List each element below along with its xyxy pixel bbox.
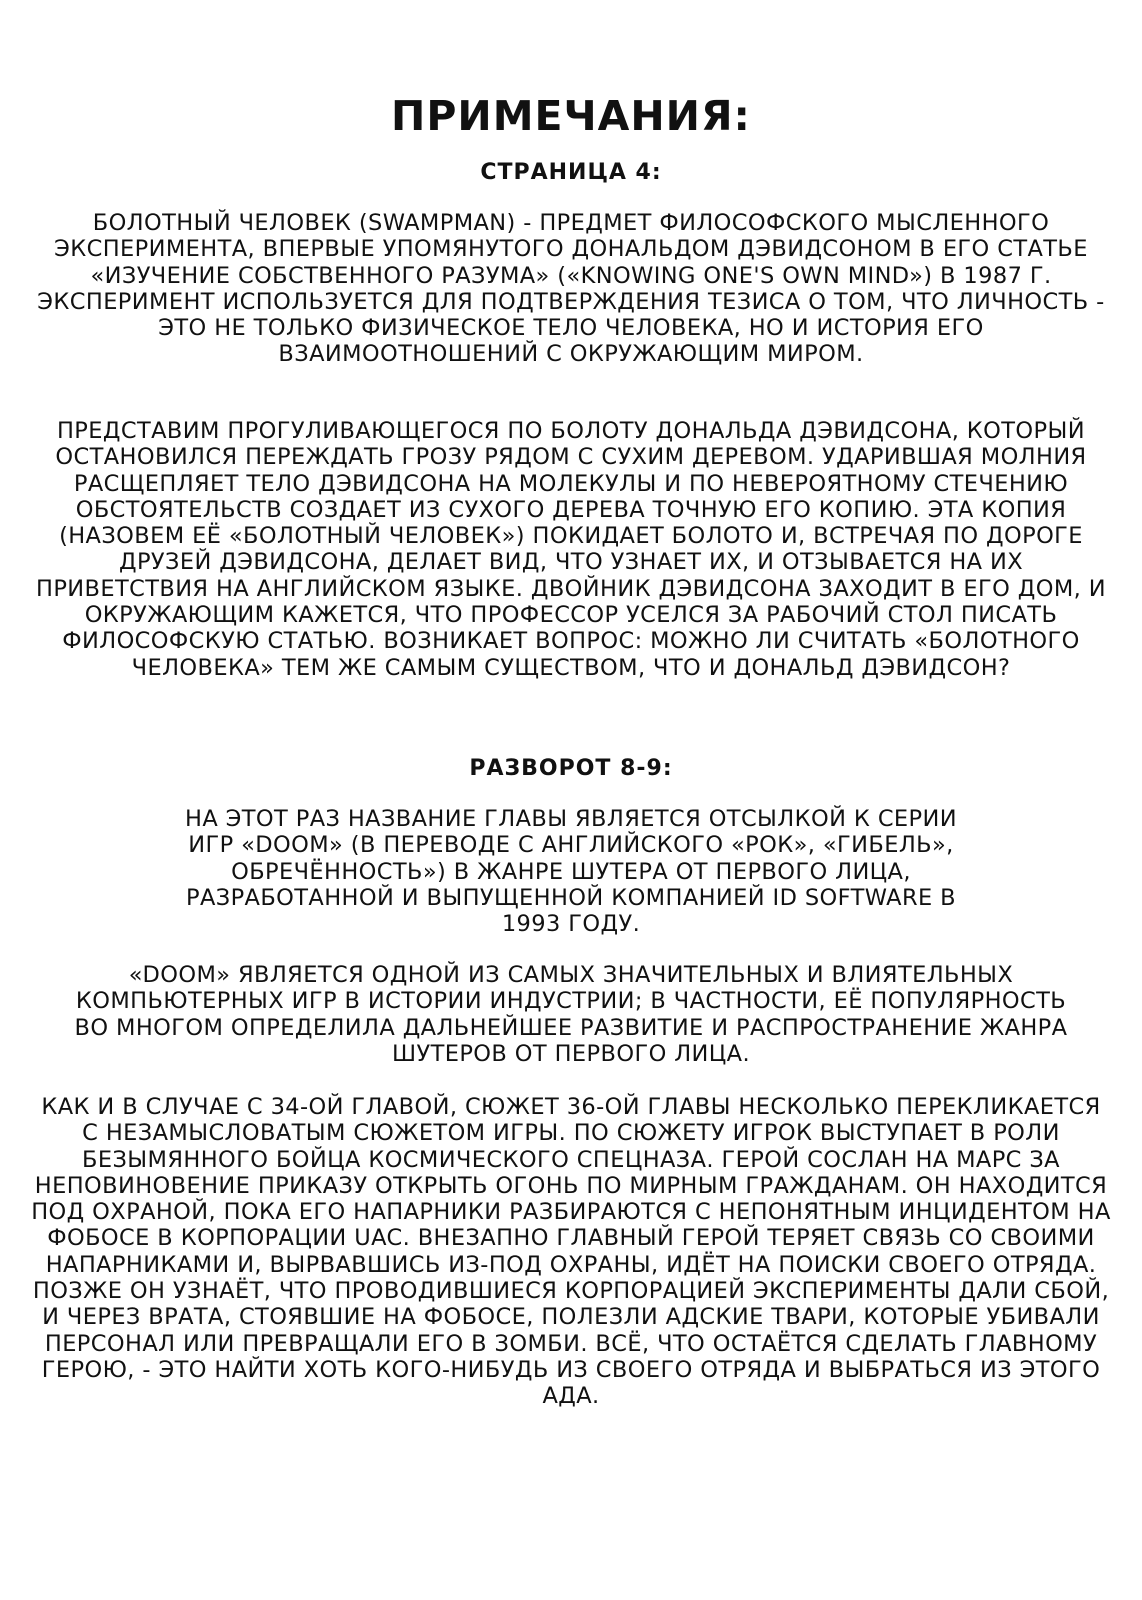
paragraph-doom-significance: «DOOM» ЯВЛЯЕТСЯ ОДНОЙ ИЗ САМЫХ ЗНАЧИТЕЛЬНЫХ И ВЛИЯТЕЛЬНЫХ КОМПЬЮТЕРНЫХ ИГР В ИСТОРИИ ИНДУСТРИИ; В ЧАСТНОСТИ, ЕЁ ПОПУЛЯРНОСТЬ ВО МНОГОМ ОПРЕДЕЛИЛА ДАЛЬНЕЙШЕЕ РАЗВИТИЕ И РАСПРОСТРАНЕНИЕ ЖАНРА ШУТЕРОВ ОТ ПЕРВОГО ЛИЦА. <box>74 962 1068 1067</box>
paragraph-doom-plot: КАК И В СЛУЧАЕ С 34-ОЙ ГЛАВОЙ, СЮЖЕТ 36-ОЙ ГЛАВЫ НЕСКОЛЬКО ПЕРЕКЛИКАЕТСЯ С НЕЗАМЫСЛОВАТЫМ СЮЖЕТОМ ИГРЫ. ПО СЮЖЕТУ ИГРОК ВЫСТУПАЕТ В РОЛИ БЕЗЫМЯННОГО БОЙЦА КОСМИЧЕСКОГО СПЕЦНАЗА. ГЕРОЙ СОСЛАН НА МАРС ЗА НЕПОВИНОВЕНИЕ ПРИКАЗУ ОТКРЫТЬ ОГОНЬ ПО МИРНЫМ ГРАЖДАНАМ. ОН НАХОДИТСЯ ПОД ОХРАНОЙ, ПОКА ЕГО НАПАРНИКИ РАЗБИРАЮТСЯ С НЕПОНЯТНЫМ ИНЦИДЕНТОМ НА ФОБОСЕ В КОРПОРАЦИИ UAC. ВНЕЗАПНО ГЛАВНЫЙ ГЕРОЙ ТЕРЯЕТ СВЯЗЬ СО СВОИМИ НАПАРНИКАМИ И, ВЫРВАВШИСЬ ИЗ-ПОД ОХРАНЫ, ИДЁТ НА ПОИСКИ СВОЕГО ОТРЯДА. ПОЗЖЕ ОН УЗНАЁТ, ЧТО ПРОВОДИВШИЕСЯ КОРПОРАЦИЕЙ ЭКСПЕРИМЕНТЫ ДАЛИ СБОЙ, И ЧЕРЕЗ ВРАТА, СТОЯВШИЕ НА ФОБОСЕ, ПОЛЕЗЛИ АДСКИЕ ТВАРИ, КОТОРЫЕ УБИВАЛИ ПЕРСОНАЛ ИЛИ ПРЕВРАЩАЛИ ЕГО В ЗОМБИ. ВСЁ, ЧТО ОСТАЁТСЯ СДЕЛАТЬ ГЛАВНОМУ ГЕРОЮ, - ЭТО НАЙТИ ХОТЬ КОГО-НИБУДЬ ИЗ СВОЕГО ОТРЯДА И ВЫБРАТЬСЯ ИЗ ЭТОГО АДА. <box>31 1094 1111 1410</box>
section-heading-page-4: СТРАНИЦА 4: <box>480 160 662 185</box>
paragraph-doom-reference: НА ЭТОТ РАЗ НАЗВАНИЕ ГЛАВЫ ЯВЛЯЕТСЯ ОТСЫЛКОЙ К СЕРИИ ИГР «DOOM» (В ПЕРЕВОДЕ С АНГЛИЙСКОГО «РОК», «ГИБЕЛЬ», ОБРЕЧЁННОСТЬ») В ЖАНРЕ ШУТЕРА ОТ ПЕРВОГО ЛИЦА, РАЗРАБОТАННОЙ И ВЫПУЩЕННОЙ КОМПАНИЕЙ ID SOFTWARE В 1993 ГОДУ. <box>185 806 957 938</box>
page-title: ПРИМЕЧАНИЯ: <box>391 92 751 140</box>
paragraph-swampman-definition: БОЛОТНЫЙ ЧЕЛОВЕК (SWAMPMAN) - ПРЕДМЕТ ФИЛОСОФСКОГО МЫСЛЕННОГО ЭКСПЕРИМЕНТА, ВПЕРВЫЕ УПОМЯНУТОГО ДОНАЛЬДОМ ДЭВИДСОНОМ В ЕГО СТАТЬЕ «ИЗУЧЕНИЕ СОБСТВЕННОГО РАЗУМА» («KNOWING ONE'S OWN MIND») В 1987 Г. ЭКСПЕРИМЕНТ ИСПОЛЬЗУЕТСЯ ДЛЯ ПОДТВЕРЖДЕНИЯ ТЕЗИСА О ТОМ, ЧТО ЛИЧНОСТЬ - ЭТО НЕ ТОЛЬКО ФИЗИЧЕСКОЕ ТЕЛО ЧЕЛОВЕКА, НО И ИСТОРИЯ ЕГО ВЗАИМООТНОШЕНИЙ С ОКРУЖАЮЩИМ МИРОМ. <box>37 210 1105 368</box>
paragraph-swampman-scenario: ПРЕДСТАВИМ ПРОГУЛИВАЮЩЕГОСЯ ПО БОЛОТУ ДОНАЛЬДА ДЭВИДСОНА, КОТОРЫЙ ОСТАНОВИЛСЯ ПЕРЕЖДАТЬ ГРОЗУ РЯДОМ С СУХИМ ДЕРЕВОМ. УДАРИВШАЯ МОЛНИЯ РАСЩЕПЛЯЕТ ТЕЛО ДЭВИДСОНА НА МОЛЕКУЛЫ И ПО НЕВЕРОЯТНОМУ СТЕЧЕНИЮ ОБСТОЯТЕЛЬСТВ СОЗДАЕТ ИЗ СУХОГО ДЕРЕВА ТОЧНУЮ ЕГО КОПИЮ. ЭТА КОПИЯ (НАЗОВЕМ ЕЁ «БОЛОТНЫЙ ЧЕЛОВЕК») ПОКИДАЕТ БОЛОТО И, ВСТРЕЧАЯ ПО ДОРОГЕ ДРУЗЕЙ ДЭВИДСОНА, ДЕЛАЕТ ВИД, ЧТО УЗНАЕТ ИХ, И ОТЗЫВАЕТСЯ НА ИХ ПРИВЕТСТВИЯ НА АНГЛИЙСКОМ ЯЗЫКЕ. ДВОЙНИК ДЭВИДСОНА ЗАХОДИТ В ЕГО ДОМ, И ОКРУЖАЮЩИМ КАЖЕТСЯ, ЧТО ПРОФЕССОР УСЕЛСЯ ЗА РАБОЧИЙ СТОЛ ПИСАТЬ ФИЛОСОФСКУЮ СТАТЬЮ. ВОЗНИКАЕТ ВОПРОС: МОЖНО ЛИ СЧИТАТЬ «БОЛОТНОГО ЧЕЛОВЕКА» ТЕМ ЖЕ САМЫМ СУЩЕСТВОМ, ЧТО И ДОНАЛЬД ДЭВИДСОН? <box>36 418 1106 681</box>
section-heading-spread-8-9: РАЗВОРОТ 8-9: <box>469 756 673 781</box>
